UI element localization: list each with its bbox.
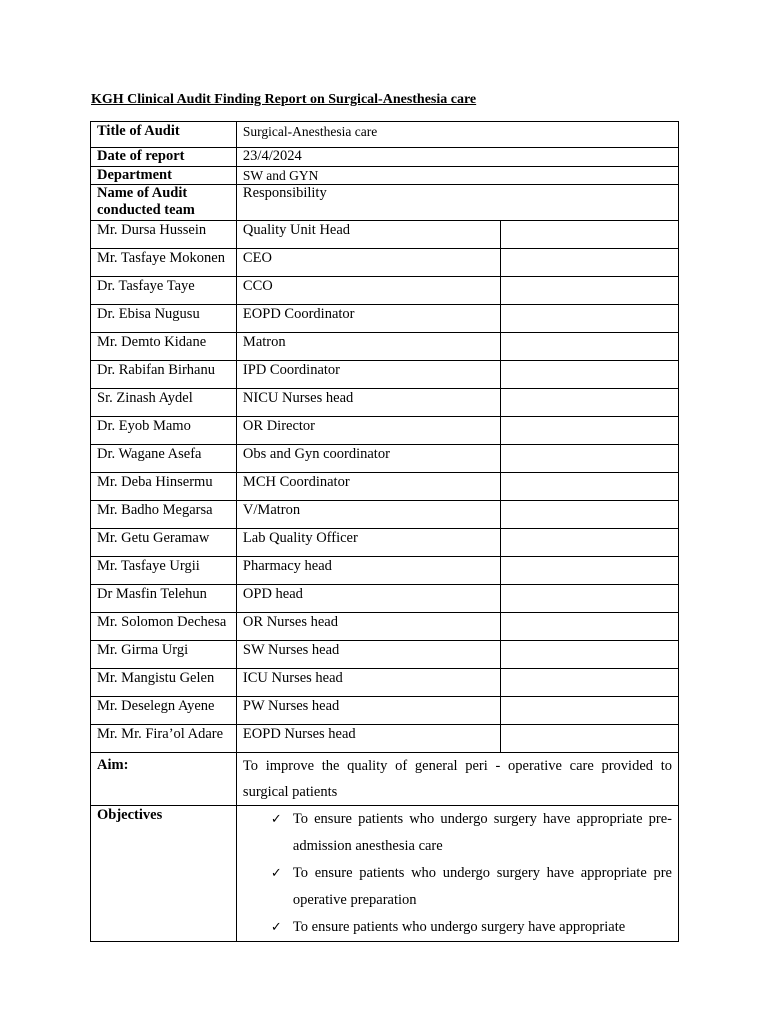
team-member-note xyxy=(500,417,678,445)
objective-item xyxy=(267,860,672,914)
title-of-audit-label: Title of Audit xyxy=(91,122,237,148)
department-label: Department xyxy=(91,167,237,185)
team-member-name: Mr. Mangistu Gelen xyxy=(91,669,237,697)
team-member-row xyxy=(91,473,679,501)
team-member-role: EOPD Coordinator xyxy=(236,305,500,333)
objectives-label: Objectives xyxy=(91,806,237,942)
team-member-note xyxy=(500,697,678,725)
team-member-row xyxy=(91,501,679,529)
team-member-row xyxy=(91,221,679,249)
check-icon: ✓ xyxy=(270,812,282,827)
team-member-name: Dr. Eyob Mamo xyxy=(91,417,237,445)
team-member-role: Obs and Gyn coordinator xyxy=(236,445,500,473)
team-member-row xyxy=(91,417,679,445)
team-member-note xyxy=(500,641,678,669)
team-member-name: Mr. Mr. Fira’ol Adare xyxy=(91,725,237,753)
team-member-role: ICU Nurses head xyxy=(236,669,500,697)
objective-item xyxy=(267,806,672,860)
date-of-report-value: 23/4/2024 xyxy=(236,148,678,167)
objective-text: To ensure patients who undergo surgery have appropriate xyxy=(292,919,626,935)
audit-team-label: Name of Audit conducted team xyxy=(91,185,237,221)
team-member-note xyxy=(500,389,678,417)
responsibility-header: Responsibility xyxy=(236,185,678,221)
team-member-row xyxy=(91,585,679,613)
team-member-name: Mr. Getu Geramaw xyxy=(91,529,237,557)
team-member-note xyxy=(500,725,678,753)
objectives-cell xyxy=(236,806,678,942)
team-member-role: MCH Coordinator xyxy=(236,473,500,501)
aim-text: To improve the quality of general peri - operative care provided to surgical patients xyxy=(242,758,672,800)
team-member-name: Dr. Rabifan Birhanu xyxy=(91,361,237,389)
team-member-role: Lab Quality Officer xyxy=(236,529,500,557)
team-member-name: Mr. Demto Kidane xyxy=(91,333,237,361)
team-member-role: Quality Unit Head xyxy=(236,221,500,249)
team-member-role: IPD Coordinator xyxy=(236,361,500,389)
team-member-name: Mr. Solomon Dechesa xyxy=(91,613,237,641)
team-members xyxy=(91,221,679,753)
team-member-note xyxy=(500,473,678,501)
team-member-role: EOPD Nurses head xyxy=(236,725,500,753)
team-member-note xyxy=(500,221,678,249)
team-member-row xyxy=(91,529,679,557)
title-of-audit-row xyxy=(91,122,679,148)
team-member-role: NICU Nurses head xyxy=(236,389,500,417)
team-member-note xyxy=(500,249,678,277)
team-member-role: OR Nurses head xyxy=(236,613,500,641)
team-member-note xyxy=(500,613,678,641)
team-member-role: OPD head xyxy=(236,585,500,613)
team-member-role: SW Nurses head xyxy=(236,641,500,669)
team-member-row xyxy=(91,445,679,473)
team-member-note xyxy=(500,305,678,333)
department-row xyxy=(91,167,679,185)
team-member-note xyxy=(500,361,678,389)
team-member-row xyxy=(91,389,679,417)
team-member-row xyxy=(91,725,679,753)
team-member-note xyxy=(500,277,678,305)
team-member-row xyxy=(91,361,679,389)
objectives-list xyxy=(243,806,672,941)
team-member-name: Mr. Dursa Hussein xyxy=(91,221,237,249)
team-member-row xyxy=(91,249,679,277)
team-member-name: Mr. Tasfaye Mokonen xyxy=(91,249,237,277)
aim-cell xyxy=(236,753,678,806)
team-member-row xyxy=(91,557,679,585)
audit-team-header-row xyxy=(91,185,679,221)
date-of-report-label: Date of report xyxy=(91,148,237,167)
team-member-note xyxy=(500,445,678,473)
team-member-name: Dr Masfin Telehun xyxy=(91,585,237,613)
team-member-name: Sr. Zinash Aydel xyxy=(91,389,237,417)
team-member-note xyxy=(500,529,678,557)
check-icon: ✓ xyxy=(270,920,282,935)
team-member-role: Pharmacy head xyxy=(236,557,500,585)
team-member-note xyxy=(500,501,678,529)
team-member-note xyxy=(500,557,678,585)
objective-text: To ensure patients who undergo surgery have appropriate pre operative preparation xyxy=(292,865,672,908)
team-member-name: Mr. Deba Hinsermu xyxy=(91,473,237,501)
team-member-row xyxy=(91,333,679,361)
team-member-row xyxy=(91,277,679,305)
team-member-name: Mr. Deselegn Ayene xyxy=(91,697,237,725)
audit-table xyxy=(90,121,679,942)
team-member-note xyxy=(500,669,678,697)
date-of-report-row xyxy=(91,148,679,167)
title-of-audit-value: Surgical-Anesthesia care xyxy=(236,122,678,148)
department-value: SW and GYN xyxy=(236,167,678,185)
team-member-row xyxy=(91,305,679,333)
team-member-role: CEO xyxy=(236,249,500,277)
aim-row xyxy=(91,753,679,806)
team-member-name: Mr. Tasfaye Urgii xyxy=(91,557,237,585)
team-member-role: Matron xyxy=(236,333,500,361)
aim-label: Aim: xyxy=(91,753,237,806)
team-member-name: Dr. Tasfaye Taye xyxy=(91,277,237,305)
objective-text: To ensure patients who undergo surgery have appropriate pre-admission anesthesia care xyxy=(292,811,672,854)
document-title: KGH Clinical Audit Finding Report on Surgical-Anesthesia care xyxy=(91,92,477,107)
check-icon: ✓ xyxy=(270,866,282,881)
team-member-row xyxy=(91,613,679,641)
team-member-row xyxy=(91,697,679,725)
team-member-name: Mr. Girma Urgi xyxy=(91,641,237,669)
team-member-row xyxy=(91,669,679,697)
team-member-role: PW Nurses head xyxy=(236,697,500,725)
objectives-row xyxy=(91,806,679,942)
team-member-note xyxy=(500,333,678,361)
objective-item xyxy=(267,914,672,941)
team-member-role: OR Director xyxy=(236,417,500,445)
team-member-role: V/Matron xyxy=(236,501,500,529)
team-member-name: Dr. Wagane Asefa xyxy=(91,445,237,473)
team-member-name: Mr. Badho Megarsa xyxy=(91,501,237,529)
team-member-name: Dr. Ebisa Nugusu xyxy=(91,305,237,333)
team-member-role: CCO xyxy=(236,277,500,305)
team-member-note xyxy=(500,585,678,613)
team-member-row xyxy=(91,641,679,669)
